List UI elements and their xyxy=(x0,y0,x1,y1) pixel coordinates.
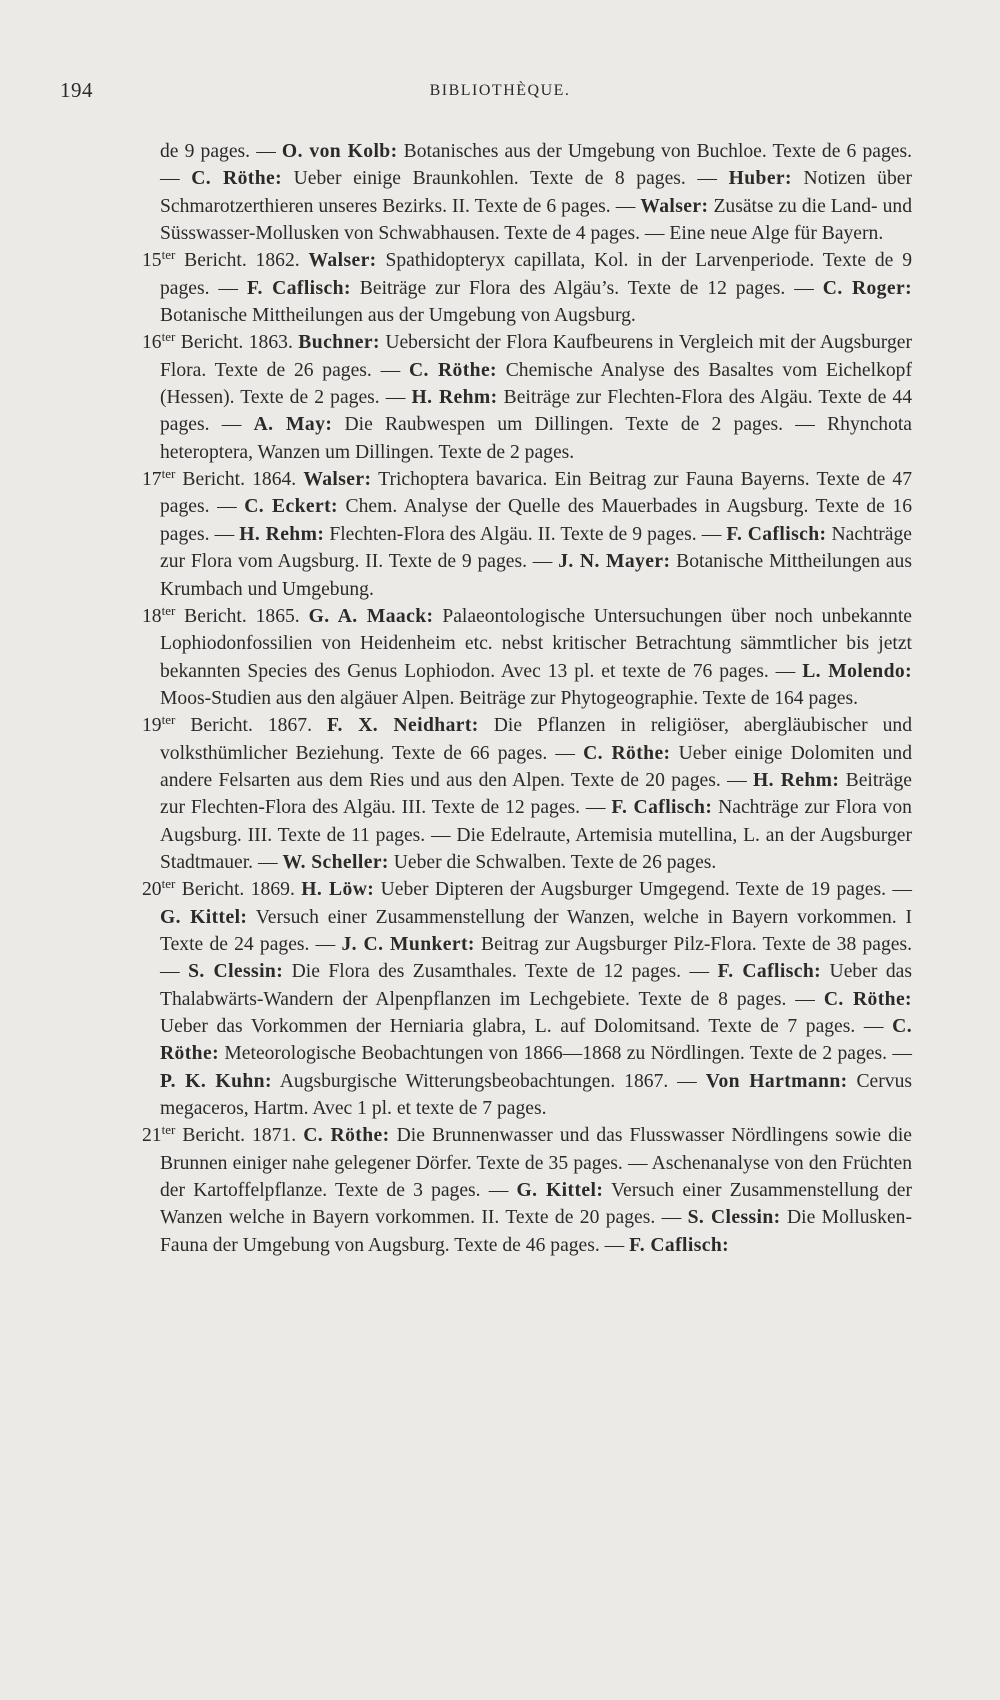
bibliography-entry xyxy=(142,602,913,712)
author-name: S. Clessin: xyxy=(188,961,284,983)
entry-text: Chemische Analyse des Basaltes vom Eichelkopf (Hessen). Texte de 2 pages. — xyxy=(160,359,912,409)
entry-text: Botanische Mittheilungen aus der Umgebung von Augsburg. xyxy=(160,305,636,327)
entry-text: Ueber das Vorkommen der Herniaria glabra, L. auf Dolomitsand. Texte de 7 pages. — xyxy=(160,1016,893,1037)
entry-text: Ueber einige Braunkohlen. Texte de 8 pages. — xyxy=(282,168,729,190)
author-name: J. N. Mayer: xyxy=(558,551,671,573)
author-name: H. Rehm: xyxy=(239,523,325,545)
ordinal-suffix: ter xyxy=(161,712,176,728)
entry-text: Uebersicht der Flora Kaufbeurens in Vergleich mit der Augsburger Flora. Texte de 26 pages. — xyxy=(160,332,912,381)
author-name: O. von Kolb: xyxy=(281,141,398,162)
entry-text: Bericht. 1867. xyxy=(175,715,327,737)
report-ordinal xyxy=(142,602,176,627)
author-name: F. Caflisch: xyxy=(717,961,822,983)
author-name: H. Löw: xyxy=(301,879,375,901)
entry-text: Bericht. 1871. xyxy=(175,1125,304,1147)
bibliography-entry xyxy=(142,1122,913,1259)
entry-text: Ueber Dipteren der Augsburger Umgegend. Texte de 19 pages. — xyxy=(374,879,912,901)
ordinal-suffix: ter xyxy=(161,466,176,482)
entry-text: Nachträge zur Flora vom Augsburg. II. Texte de 9 pages. — xyxy=(160,523,912,573)
author-name: L. Molendo: xyxy=(802,660,913,682)
entry-text: Bericht. 1863. xyxy=(175,332,299,354)
author-name: C. Eckert: xyxy=(244,496,338,518)
entry-text: Meteorologische Beobachtungen von 1866—1868 zu Nördlingen. Texte de 2 pages. — xyxy=(219,1043,912,1065)
author-name: C. Röthe: xyxy=(408,359,497,381)
author-name: Huber: xyxy=(728,168,792,190)
entry-text: Augsburgische Witterungsbeobachtungen. 1867. — xyxy=(271,1070,706,1092)
entry-text: de 9 pages. — xyxy=(160,141,282,162)
author-name: P. K. Kuhn: xyxy=(160,1070,272,1092)
bibliography-entry xyxy=(142,876,913,1122)
ordinal-suffix: ter xyxy=(161,329,176,345)
author-name: H. Rehm: xyxy=(411,387,498,409)
ordinal-number: 17 xyxy=(142,469,162,491)
entry-text: Palaeontologische Untersuchungen über noch unbekannte Lophiodonfossilien von Heidenheim etc. nebst kritischer Betrachtung sämmtlicher bis jetzt bekannten Species des Genus Lophiodon. Avec 13 pl. et texte de 76 pages. — xyxy=(160,605,912,682)
ordinal-number: 21 xyxy=(142,1125,162,1147)
author-name: Walser: xyxy=(303,469,372,491)
ordinal-number: 18 xyxy=(142,605,162,627)
ordinal-suffix: ter xyxy=(161,876,176,892)
author-name: F. Caflisch: xyxy=(726,523,827,545)
entry-text: Ueber das Thalabwärts-Wandern der Alpenpflanzen im Lechgebiete. Texte de 8 pages. — xyxy=(160,961,913,1010)
ordinal-number: 16 xyxy=(142,332,162,354)
author-name: C. Röthe: xyxy=(583,742,671,764)
author-name: Walser: xyxy=(308,250,377,272)
entry-continuation xyxy=(160,138,912,247)
author-name: Buchner: xyxy=(298,332,380,354)
report-ordinal xyxy=(142,1122,176,1147)
report-ordinal xyxy=(142,247,176,272)
author-name: J. C. Munkert: xyxy=(341,933,475,955)
entry-text: Ueber die Schwalben. Texte de 26 pages. xyxy=(388,851,717,873)
entry-text: Cervus megaceros, Hartm. Avec 1 pl. et texte de 7 pages. xyxy=(160,1070,912,1120)
entry-text: Die Flora des Zusamthales. Texte de 12 pages. — xyxy=(283,961,718,983)
entry-text: Die Mollusken-Fauna der Umgebung von Augsburg. Texte de 46 pages. — xyxy=(160,1207,912,1256)
author-name: C. Roger: xyxy=(822,277,913,299)
author-name: F. Caflisch: xyxy=(246,277,351,299)
bibliography-entry xyxy=(142,247,913,329)
entry-text: Botanisches aus der Umgebung von Buchloe. Texte de 6 pages. — xyxy=(160,141,912,190)
bibliography-entry xyxy=(142,329,913,466)
author-name: G. Kittel: xyxy=(516,1180,604,1202)
author-name: F. X. Neidhart: xyxy=(326,715,479,737)
author-name: C. Röthe: xyxy=(303,1125,390,1147)
author-name: C. Röthe: xyxy=(160,1016,912,1065)
author-name: C. Röthe: xyxy=(191,168,283,190)
author-name: F. Caflisch: xyxy=(611,797,713,819)
report-ordinal xyxy=(142,466,176,491)
entry-text: Beitrag zur Augsburger Pilz-Flora. Texte de 38 pages. — xyxy=(160,933,912,983)
entry-text: Bericht. 1869. xyxy=(175,879,302,901)
ordinal-number: 15 xyxy=(142,250,162,272)
entry-text: Ueber einige Dolomiten und andere Felsarten aus dem Ries und aus den Alpen. Texte de 20 pages. — xyxy=(160,742,912,791)
entry-text: Versuch einer Zusammenstellung der Wanzen welche in Bayern vorkommen. II. Texte de 20 pages. — xyxy=(160,1180,912,1229)
entry-text: Trichoptera bavarica. Ein Beitrag zur Fauna Bayerns. Texte de 47 pages. — xyxy=(160,469,912,518)
document-body xyxy=(142,138,913,1259)
author-name: A. May: xyxy=(253,414,333,436)
author-name: F. Caflisch: xyxy=(629,1234,730,1256)
entry-text: Flechten-Flora des Algäu. II. Texte de 9 pages. — xyxy=(324,523,727,545)
entry-text: Bericht. 1864. xyxy=(175,469,304,491)
author-name: Von Hartmann: xyxy=(705,1070,848,1092)
author-name: G. Kittel: xyxy=(160,906,248,928)
bibliography-entry xyxy=(142,712,913,876)
entry-text: Beiträge zur Flechten-Flora des Algäu. III. Texte de 12 pages. — xyxy=(160,769,913,819)
entry-text: Bericht. 1862. xyxy=(175,250,309,272)
ordinal-suffix: ter xyxy=(161,1122,176,1138)
entry-text: Die Pflanzen in religiöser, abergläubischer und volksthümlicher Beziehung. Texte de 66 pages. — xyxy=(160,715,912,764)
bibliography-entry xyxy=(142,466,912,603)
entry-text: Bericht. 1865. xyxy=(175,605,309,627)
entry-text: Notizen über Schmarotzerthieren unseres Bezirks. II. Texte de 6 pages. — xyxy=(160,168,912,217)
page-number: 194 xyxy=(60,78,93,102)
entry-text: Versuch einer Zusammenstellung der Wanzen, welche in Bayern vorkommen. I Texte de 24 pages. — xyxy=(160,906,912,955)
entry-text: Zusätse zu die Land- und Süsswasser-Mollusken von Schwabhausen. Texte de 4 pages. — Eine neue Alge für Bayern. xyxy=(160,195,912,245)
report-ordinal xyxy=(142,329,176,354)
author-name: S. Clessin: xyxy=(687,1207,781,1229)
ordinal-number: 19 xyxy=(142,715,162,737)
entry-text: Beiträge zur Flora des Algäu’s. Texte de 12 pages. — xyxy=(350,277,823,299)
entry-text: Spathidopteryx capillata, Kol. in der Larvenperiode. Texte de 9 pages. — xyxy=(160,250,912,299)
running-head: BIBLIOTHÈQUE. xyxy=(429,82,571,99)
author-name: W. Scheller: xyxy=(282,851,389,873)
author-name: H. Rehm: xyxy=(753,769,840,791)
report-ordinal xyxy=(142,876,176,901)
ordinal-suffix: ter xyxy=(161,602,176,618)
entry-text: Botanische Mittheilungen aus Krumbach und Umgebung. xyxy=(160,551,912,600)
ordinal-number: 20 xyxy=(142,879,162,901)
entry-text: Nachträge zur Flora von Augsburg. III. Texte de 11 pages. — Die Edelraute, Artemisia mutellina, L. an der Augsburger Stadtmauer. — xyxy=(160,797,912,873)
entry-text: Beiträge zur Flechten-Flora des Algäu. Texte de 44 pages. — xyxy=(160,387,912,436)
entry-text: Chem. Analyse der Quelle des Mauerbades in Augsburg. Texte de 16 pages. — xyxy=(160,496,912,545)
author-name: G. A. Maack: xyxy=(308,605,434,627)
author-name: Walser: xyxy=(640,195,709,217)
page-header xyxy=(60,78,940,108)
ordinal-suffix: ter xyxy=(161,247,176,263)
entry-text: Die Raubwespen um Dillingen. Texte de 2 pages. — Rhynchota heteroptera, Wanzen um Dillingen. Texte de 2 pages. xyxy=(160,414,913,463)
author-name: C. Röthe: xyxy=(823,988,912,1010)
entry-text: Die Brunnenwasser und das Flusswasser Nördlingens sowie die Brunnen einiger nahe gelegener Dörfer. Texte de 35 pages. — Aschenanalyse von den Früchten der Kartoffelpflanze. Texte de 3 pages. — xyxy=(160,1125,913,1202)
report-ordinal xyxy=(142,712,176,737)
entry-text: Moos-Studien aus den algäuer Alpen. Beiträge zur Phytogeographie. Texte de 164 pages. xyxy=(160,687,859,709)
